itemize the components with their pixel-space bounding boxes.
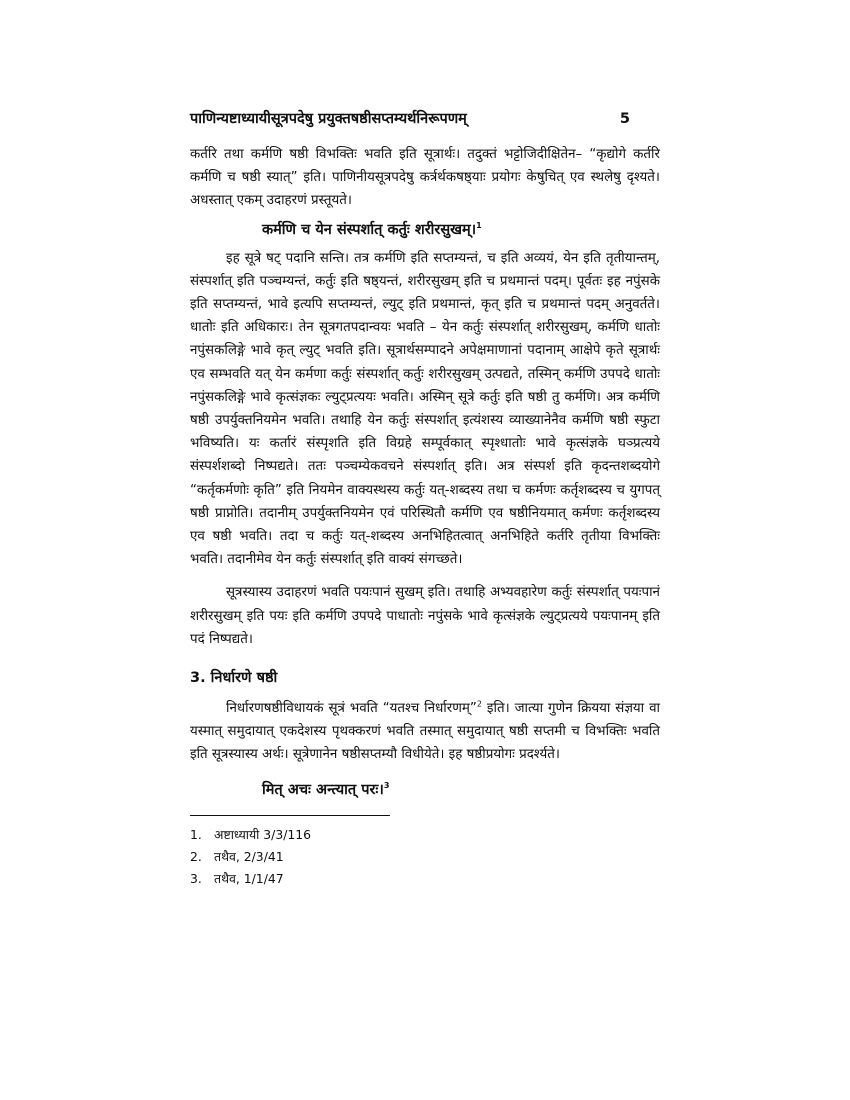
- intro-paragraph: कर्तरि तथा कर्मणि षष्ठी विभक्तिः भवति इति सूत्रार्थः। तदुक्तं भट्टोजिदीक्षितेन– “कृद्योगे कर्तरि कर्मणि च षष्ठी स्यात्” इति। पाणिनीयसूत्रपदेषु कर्त्रर्थकषष्ठ्याः प्रयोगः केषुचित् एव स्थलेषु दृश्यते। अधस्तात् एकम् उदाहरणं प्रस्तूयते।: [190, 147, 660, 209]
- sutra-2-text: मित् अचः अन्त्यात् परः।: [262, 781, 384, 798]
- footnote-text: तथैव, 1/1/47: [214, 870, 284, 886]
- section-3-paragraph: [190, 697, 660, 767]
- section-3-text-pre: निर्धारणषष्ठीविधायकं सूत्रं भवति “यतश्च निर्धारणम्”: [226, 701, 477, 717]
- footnote-ref-3[interactable]: 3: [383, 780, 390, 790]
- section-3-text-post: इति। जात्या गुणेन क्रियया संज्ञया वा यस्मात् समुदायात् एकदेशस्य पृथक्करणं भवति तस्मात् समुदायात् षष्ठी सप्तमी च विभक्तिः भवति इति सूत्रस्यास्य अर्थः। सूत्रेणानेन षष्ठीसप्तम्यौ विधीयेते। इह षष्ठीप्रयोगः प्रदर्श्यते।: [190, 701, 660, 763]
- sutra-heading-2: [262, 779, 660, 801]
- sutra-1-text: कर्मणि च येन संस्पर्शात् कर्तुः शरीरसुखम्।: [262, 221, 477, 238]
- footnote-number: 2.: [190, 848, 202, 864]
- footnote-item: [190, 824, 660, 846]
- footnote-text: तथैव, 2/3/41: [214, 848, 284, 864]
- page-number: 5: [619, 111, 630, 127]
- sutra-heading-1: [262, 219, 660, 241]
- commentary-paragraph-1: इह सूत्रे षट् पदानि सन्ति। तत्र कर्मणि इति सप्तम्यन्तं, च इति अव्ययं, येन इति तृतीयान्तम्, संस्पर्शात् इति पञ्चम्यन्तं, कर्तुः इति षष्ठ्यन्तं, शरीरसुखम् इति च प्रथमान्तं पदम्। पूर्वतः इह नपुंसके इति सप्तम्यन्तं, भावे इत्यपि सप्तम्यन्तं, ल्युट् इति प्रथमान्तं, कृत् इति च प्रथमान्तं पदम् अनुवर्तते। धातोः इति अधिकारः। तेन सूत्रगतपदान्वयः भवति – येन कर्तुः संस्पर्शात् शरीरसुखम्, कर्मणि धातोः नपुंसकलिङ्गे भावे कृत् ल्युट् भवति इति। सूत्रार्थसम्पादने अपेक्षमाणानां पदानाम् आक्षेपे कृते सूत्रार्थः एव सम्भवति यत् येन कर्मणा कर्तुः संस्पर्शात् कर्तुः शरीरसुखम् उत्पद्यते, तस्मिन् कर्मणि उपपदे धातोः नपुंसकलिङ्गे भावे कृत्संज्ञकः ल्युट्प्रत्ययः भवति। अस्मिन् सूत्रे कर्तुः इति षष्ठी तु कर्मणि। अत्र कर्मणि षष्ठी उपर्युक्तनियमेन भवति। तथाहि येन कर्तुः संस्पर्शात् इत्यंशस्य व्याख्यानेनैव कर्मणि षष्ठी स्फुटा भविष्यति। यः कर्तारं संस्पृशति इति विग्रहे सम्पूर्वकात् स्पृश्धातोः भावे कृत्संज्ञके घञ्प्रत्यये संस्पर्शशब्दो निष्पद्यते। ततः पञ्चम्येकवचने संस्पर्शात् इति। अत्र संस्पर्श इति कृदन्तशब्दयोगे “कर्तृकर्मणोः कृति” इति नियमेन वाक्यस्थस्य कर्तुः यत्-शब्दस्य तथा च कर्मणः कर्तृशब्दस्य च युगपत् षष्ठी प्राप्नोति। तदानीम् उपर्युक्तनियमेन एवं परिस्थितौ कर्मणि एव षष्ठीनियमात् कर्मणः कर्तृशब्दस्य एव षष्ठी भवति। तदा च कर्तुः यत्-शब्दस्य अनभिहितत्वात् अनभिहिते कर्तरि तृतीया विभक्तिः भवति। तदानीमेव येन कर्तुः संस्पर्शात् इति वाक्यं संगच्छते।: [190, 250, 660, 568]
- footnote-number: 1.: [190, 826, 202, 842]
- header-title: पाणिन्यष्टाध्यायीसूत्रपदेषु प्रयुक्तषष्ठीसप्तम्यर्थनिरूपणम्: [190, 111, 467, 127]
- document-page: [190, 108, 660, 890]
- footnote-item: [190, 846, 660, 868]
- commentary-paragraph-2: सूत्रस्यास्य उदाहरणं भवति पयःपानं सुखम् इति। तथाहि अभ्यवहारेण कर्तुः संस्पर्शात् पयःपानं शरीरसुखम् इति पयः इति कर्मणि उपपदे पाधातोः नपुंसके भावे कृत्संज्ञके ल्युट्प्रत्यये पयःपानम् इति पदं निष्पद्यते।: [190, 585, 660, 647]
- footnote-ref-1[interactable]: 1: [476, 220, 482, 230]
- footnote-item: [190, 868, 660, 890]
- running-header: [190, 108, 660, 130]
- footnote-ref-2[interactable]: 2: [476, 699, 482, 709]
- footnote-text: अष्टाध्यायी 3/3/116: [214, 826, 312, 842]
- footnote-divider: [190, 815, 390, 816]
- footnote-number: 3.: [190, 870, 202, 886]
- section-3-heading: 3. निर्धारणे षष्ठी: [190, 670, 278, 687]
- footnotes: [190, 824, 660, 890]
